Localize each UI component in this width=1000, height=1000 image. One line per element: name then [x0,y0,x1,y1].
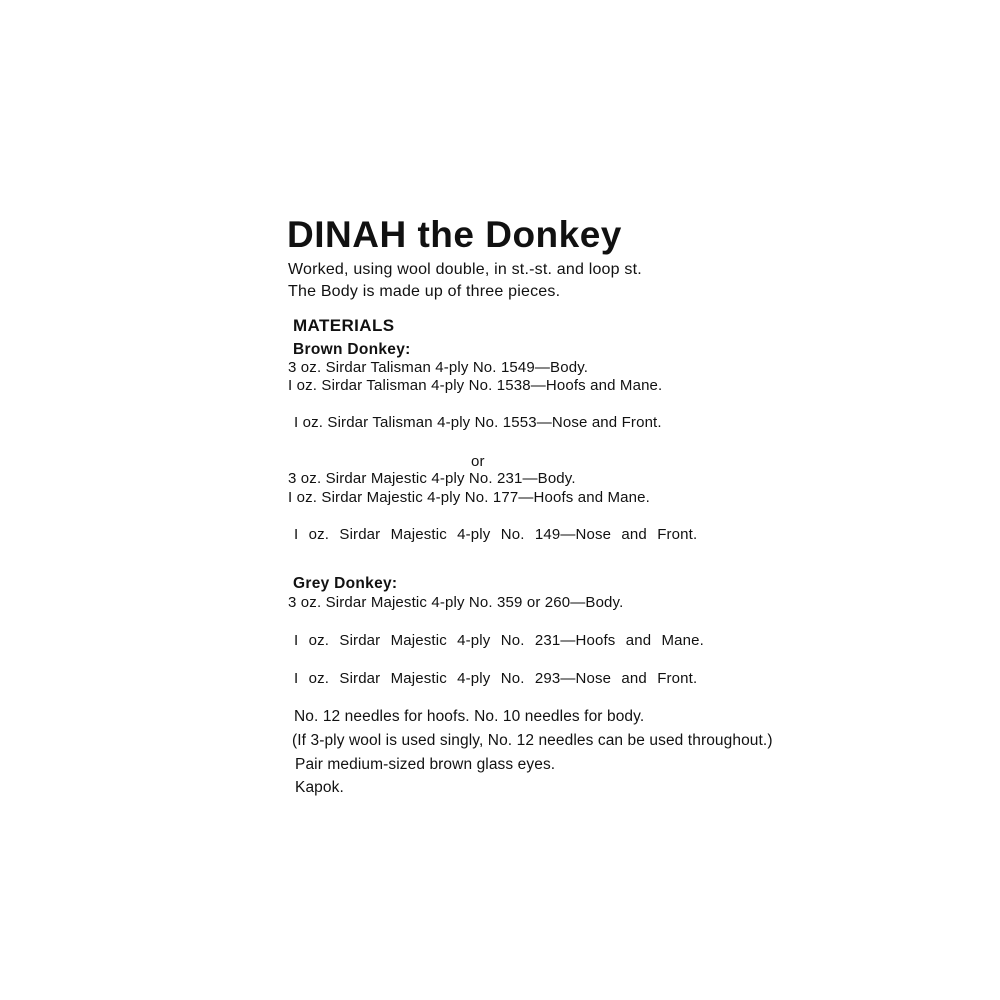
kapok-line: Kapok. [295,779,344,796]
brown-talisman-body: 3 oz. Sirdar Talisman 4-ply No. 1549—Body. [288,359,589,376]
brown-donkey-heading: Brown Donkey: [293,341,411,358]
brown-talisman-nose: I oz. Sirdar Talisman 4-ply No. 1553—Nose and Front. [294,414,662,431]
grey-donkey-heading: Grey Donkey: [293,575,398,592]
intro-line-1: Worked, using wool double, in st.-st. and loop st. [288,261,642,278]
grey-majestic-body: 3 oz. Sirdar Majestic 4-ply No. 359 or 260—Body. [288,594,624,611]
needles-line: No. 12 needles for hoofs. No. 10 needles for body. [294,708,645,725]
brown-majestic-body: 3 oz. Sirdar Majestic 4-ply No. 231—Body. [288,470,576,487]
materials-heading: MATERIALS [293,316,395,335]
brown-majestic-nose: I oz. Sirdar Majestic 4-ply No. 149—Nose and Front. [294,526,698,543]
grey-majestic-nose: I oz. Sirdar Majestic 4-ply No. 293—Nose and Front. [294,670,698,687]
grey-majestic-hoofs: I oz. Sirdar Majestic 4-ply No. 231—Hoofs and Mane. [294,632,704,649]
ply-note-line: (If 3-ply wool is used singly, No. 12 needles can be used throughout.) [292,732,773,749]
brown-talisman-hoofs: I oz. Sirdar Talisman 4-ply No. 1538—Hoofs and Mane. [288,377,663,394]
intro-line-2: The Body is made up of three pieces. [288,283,561,300]
brown-majestic-hoofs: I oz. Sirdar Majestic 4-ply No. 177—Hoofs and Mane. [288,489,650,506]
or-separator: or [471,453,485,470]
page-title: DINAH the Donkey [287,214,622,255]
eyes-line: Pair medium-sized brown glass eyes. [295,756,556,773]
